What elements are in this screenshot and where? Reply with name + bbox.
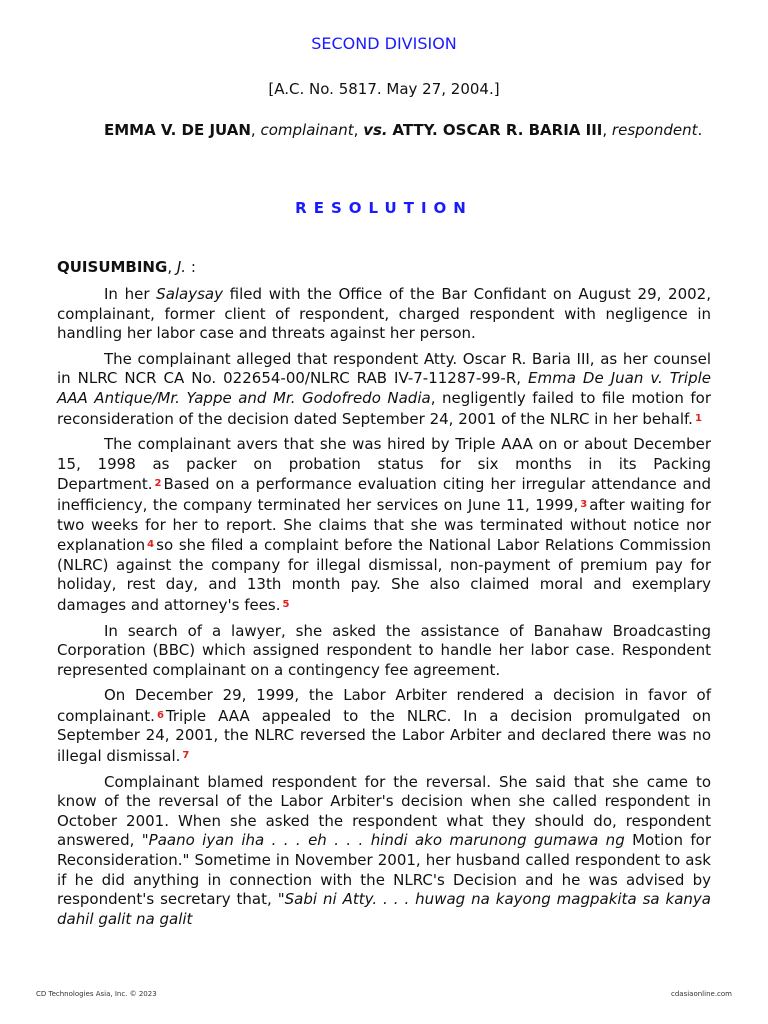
versus-label: vs.: [363, 121, 388, 139]
footnote-link-2[interactable]: 2: [154, 478, 162, 490]
case-citation: [A.C. No. 5817. May 27, 2004.]: [268, 80, 500, 98]
footnote-link-4[interactable]: 4: [147, 539, 155, 551]
respondent-role: respondent: [611, 121, 698, 139]
case-parties: EMMA V. DE JUAN, complainant, vs. ATTY. OSCAR R. BARIA III, respondent.: [104, 121, 703, 139]
footer-copyright: CD Technologies Asia, Inc. © 2023: [36, 990, 157, 998]
footnote-link-6[interactable]: 6: [156, 709, 164, 721]
complainant-name: EMMA V. DE JUAN: [104, 121, 251, 139]
paragraph-2: The complainant alleged that respondent Atty. Oscar R. Baria III, as her counsel in NLRC NCR CA No. 022654-00/NLRC RAB IV-7-11287-99-R, Emma De Juan v. Triple AAA Antique/Mr. Yappe and Mr. Godofredo Nadia, negligently failed to file motion for reconsideration of the decision dated September 24, 2001 of the NLRC in her behalf. $^1$: [57, 349, 712, 428]
footnote-link-5[interactable]: 5: [282, 598, 290, 610]
paragraph-3: The complainant avers that she was hired by Triple AAA on or about December 15, 1998 as packer on probation status for six months in its Packing Department. $^2$ Based on a performance evaluation citing her irregular attendance and inefficiency, the company terminated her services on June 11, 1999, $^3$ after waiting for two weeks for her to report. She claims that she was terminated without notice nor explanation $^4$ so she filed a complaint before the National Labor Relations Commission (NLRC) against the company for illegal dismissal, non-payment of premium pay for holiday, rest day, and 13th month pay. She also claimed moral and exemplary damages and attorney's fees. $^5$: [57, 435, 711, 614]
paragraph-6: Complainant blamed respondent for the reversal. She said that she came to know of the reversal of the Labor Arbiter's decision when she called respondent in October 2001. When she asked the respondent what they should do, respondent answered, "Paano iyan iha . . . eh . . . hindi ako marunong gumawa ng Motion for Reconsideration." Sometime in November 2001, her husband called respondent to ask if he did anything in connection with the NLRC's Decision and he was advised by respondent's secretary that, "Sabi ni Atty. . . . huwag na kayong magpakita sa kanya dahil galit na galit: [57, 772, 711, 928]
ponente-suffix: J.: [176, 258, 187, 276]
footnote-link-1[interactable]: 1: [694, 412, 702, 424]
paragraph-1: In her Salaysay filed with the Office of the Bar Confidant on August 29, 2002, complainant, former client of respondent, charged respondent with negligence in handling her labor case and threats against her person.: [57, 285, 711, 343]
resolution-title: RESOLUTION: [295, 199, 473, 217]
division-heading: SECOND DIVISION: [311, 34, 457, 53]
paragraph-5: On December 29, 1999, the Labor Arbiter rendered a decision in favor of complainant. $^6$ Triple AAA appealed to the NLRC. In a decision promulgated on September 24, 2001, the NLRC reversed the Labor Arbiter and declared there was no illegal dismissal. $^7$: [57, 686, 711, 766]
footer-site: cdasiaonline.com: [671, 990, 732, 998]
resolution-body: [57, 285, 711, 935]
ponente-name: QUISUMBING: [57, 258, 168, 276]
footnote-link-7[interactable]: 7: [182, 750, 190, 762]
ponente-line: QUISUMBING, J. :: [57, 258, 196, 276]
complainant-role: complainant: [260, 121, 354, 139]
respondent-name: ATTY. OSCAR R. BARIA III: [392, 121, 603, 139]
footnote-link-3[interactable]: 3: [580, 498, 588, 510]
paragraph-4: In search of a lawyer, she asked the assistance of Banahaw Broadcasting Corporation (BBC) which assigned respondent to handle her labor case. Respondent represented complainant on a contingency fee agreement.: [57, 621, 711, 679]
